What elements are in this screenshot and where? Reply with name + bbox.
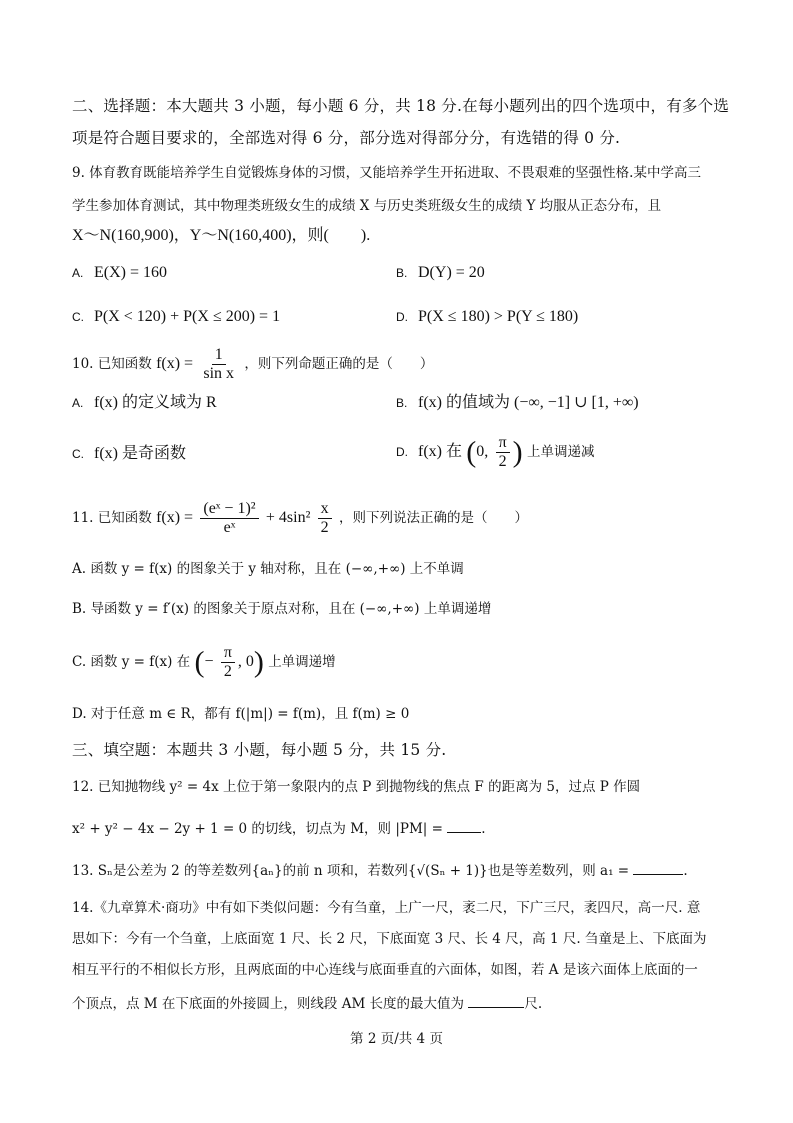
q14-stem-line4: 个顶点，点 M 在下底面的外接圆上，则线段 AM 长度的最大值为 尺. <box>72 993 733 1014</box>
q11-option-a: A. 函数 y = f(x) 的图象关于 y 轴对称，且在 (−∞,+∞) 上不单调 <box>72 561 464 577</box>
q11-option-d: D. 对于任意 m ∈ R，都有 f(|m|) = f(m)，且 f(m) ≥ 0 <box>72 706 410 722</box>
q14-answer-blank[interactable] <box>468 993 524 1008</box>
q13-answer-blank[interactable] <box>633 860 683 875</box>
section-3-heading: 三、填空题：本题共 3 小题，每小题 5 分，共 15 分. <box>72 741 447 759</box>
q9-stem-line1: 9. 体育教育既能培养学生自觉锻炼身体的习惯，又能培养学生开拓进取、不畏艰难的坚强性格.某中学高三 <box>72 165 701 181</box>
section-2-heading: 二、选择题：本大题共 3 小题，每小题 6 分，共 18 分.在每小题列出的四个选项中，有多个选 <box>72 97 730 115</box>
q9-option-c: C. P(X < 120) + P(X ≤ 200) = 1 <box>72 308 281 325</box>
q9-stem-line3: X～N(160,900)，Y～N(160,400)，则( ). <box>72 227 371 244</box>
q10-option-c: C. f(x) 是奇函数 <box>72 445 186 462</box>
q9-option-b: B. D(Y) = 20 <box>396 264 485 281</box>
q10-fraction: $\frac{1}{\text{sin x}}$ <box>203 346 235 382</box>
q12-answer-blank[interactable] <box>447 818 481 833</box>
q9-option-a: A. E(X) = 160 <box>72 264 168 281</box>
q9-option-d: D. P(X ≤ 180) > P(Y ≤ 180) <box>396 308 579 325</box>
q10-option-a: A. f(x) 的定义域为 R <box>72 394 217 411</box>
q14-stem-line1: 14.《九章算术·商功》中有如下类似问题：今有刍童，上广一尺，袤二尺，下广三尺，袤四尺，高一尺. 意 <box>72 900 701 916</box>
q11-stem: 11. 已知函数 f(x) = $\frac{\text{(eˣ − 1)²}}{\text{eˣ}}$ + 4sin² $\frac{x}{2}$ ，则下列说法正确的是（ ） <box>72 500 528 536</box>
section-2-heading-cont: 项是符合题目要求的，全部选对得 6 分，部分选对得部分分，有选错的得 0 分. <box>72 129 621 147</box>
q10-option-d: D. f(x) 在 (0, $\frac{\pi}{2}$ ) 上单调递减 <box>396 434 595 470</box>
q11-option-b: B. 导函数 y = f′(x) 的图象关于原点对称，且在 (−∞,+∞) 上单调递增 <box>72 601 492 617</box>
q12-stem-line1: 12. 已知抛物线 y² = 4x 上位于第一象限内的点 P 到抛物线的焦点 F 的距离为 5，过点 P 作圆 <box>72 779 641 795</box>
page-footer: 第 2 页/共 4 页 <box>350 1031 443 1047</box>
q13-stem: 13. Sₙ是公差为 2 的等差数列{aₙ}的前 n 项和，若数列{√(Sₙ + 1)}也是等差数列，则 a₁ = . <box>72 860 733 881</box>
q9-stem-line2: 学生参加体育测试，其中物理类班级女生的成绩 X 与历史类班级女生的成绩 Y 均服从正态分布，且 <box>72 198 662 214</box>
q10-option-b: B. f(x) 的值域为 (−∞, −1] ∪ [1, +∞) <box>396 394 639 411</box>
q12-stem-line2: x² + y² − 4x − 2y + 1 = 0 的切线，切点为 M，则 |PM| = . <box>72 818 733 839</box>
q14-stem-line2: 思如下：今有一个刍童，上底面宽 1 尺、长 2 尺，下底面宽 3 尺、长 4 尺，高 1 尺. 刍童是上、下底面为 <box>72 931 707 947</box>
q11-option-c: C. 函数 y = f(x) 在 (− $\frac{\pi}{2}$ , 0) 上单调递增 <box>72 644 336 680</box>
q10-stem: 10. 已知函数 f(x) = $\frac{1}{\text{sin x}}$ ，则下列命题正确的是（ ） <box>72 346 434 382</box>
q14-stem-line3: 相互平行的不相似长方形，且两底面的中心连线与底面垂直的六面体，如图，若 A 是该六面体上底面的一 <box>72 962 698 978</box>
